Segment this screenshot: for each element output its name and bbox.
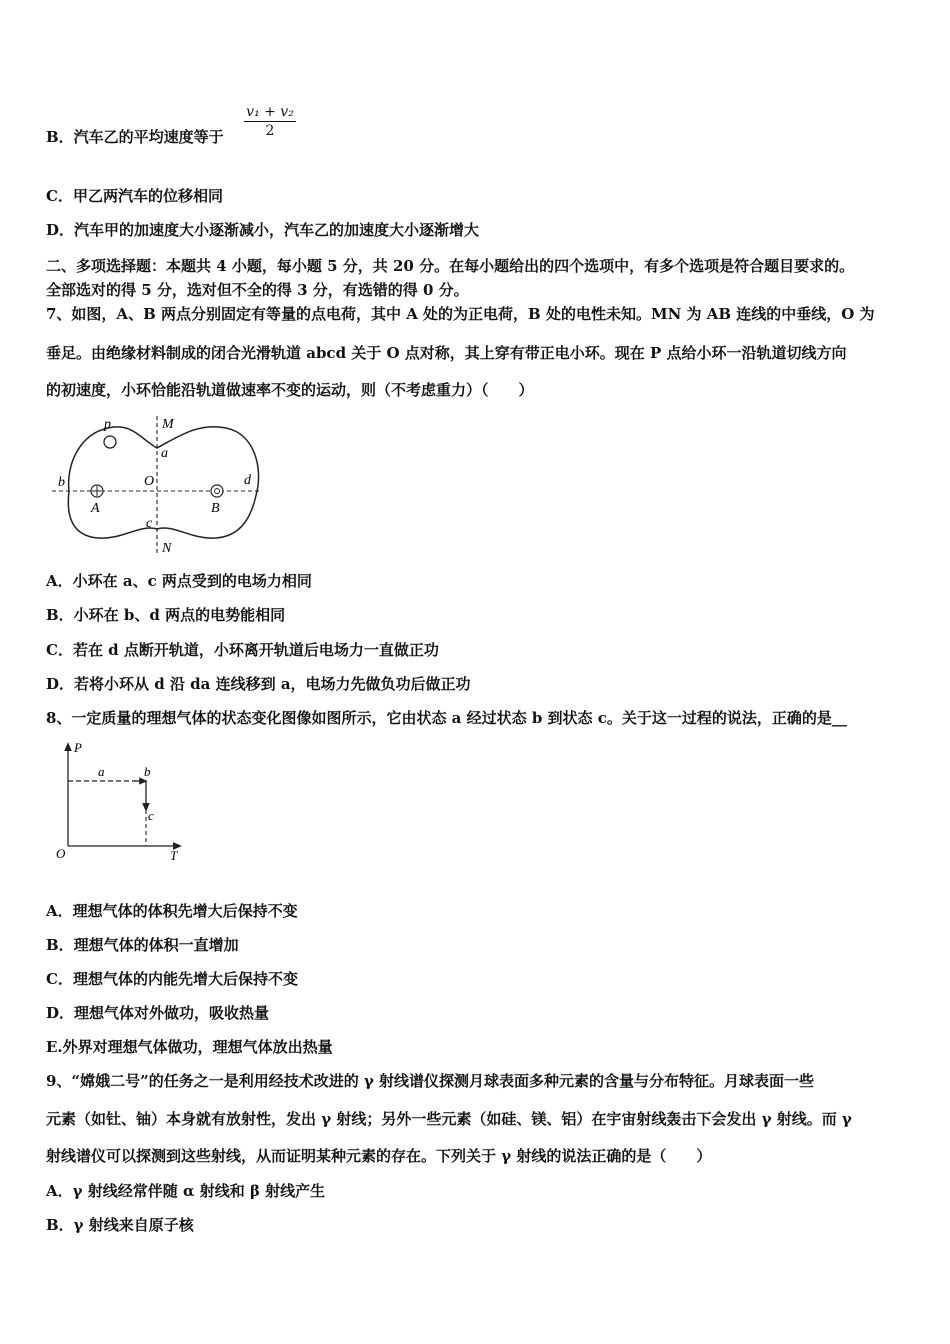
q7-option-d: D．若将小环从 d 沿 da 连线移到 a，电场力先做负功后做正功 <box>46 675 471 693</box>
label-n: N <box>162 541 172 556</box>
q7-stem-line2: 垂足。由绝缘材料制成的闭合光滑轨道 abcd 关于 O 点对称，其上穿有带正电小环。现在 P 点给小环一沿轨道切线方向 <box>46 344 847 362</box>
q8-option-a: A．理想气体的体积先增大后保持不变 <box>46 902 298 920</box>
label-d-point: d <box>244 473 251 488</box>
q6-option-b: B．汽车乙的平均速度等于 <box>46 128 224 146</box>
q9-stem-line2: 元素（如钍、铀）本身就有放射性，发出 γ 射线；另外一些元素（如硅、镁、铝）在宇宙射线轰击下会发出 γ 射线。而 γ <box>46 1110 852 1128</box>
closed-track <box>68 427 258 538</box>
label-a-charge: A <box>91 501 100 516</box>
label-o-origin: O <box>56 846 66 861</box>
label-b-charge: B <box>211 501 220 516</box>
label-c-point: c <box>146 516 153 531</box>
q8-option-d: D．理想气体对外做功，吸收热量 <box>46 1004 270 1022</box>
q8-option-c: C．理想气体的内能先增大后保持不变 <box>46 970 298 988</box>
label-b-state: b <box>144 764 151 779</box>
label-b-point: b <box>58 475 65 490</box>
section2-line2: 全部选对的得 5 分，选对但不全的得 3 分，有选错的得 0 分。 <box>46 281 469 299</box>
q6-option-d: D．汽车甲的加速度大小逐渐减小，汽车乙的加速度大小逐渐增大 <box>46 221 480 239</box>
label-c-state: c <box>148 808 154 823</box>
fraction-numerator: v₁ + v₂ <box>244 104 296 122</box>
q8-stem: 8、一定质量的理想气体的状态变化图像如图所示，它由状态 a 经过状态 b 到状态 c。关于这一过程的说法，正确的是__ <box>46 709 847 727</box>
q9-option-b: B．γ 射线来自原子核 <box>46 1216 194 1234</box>
label-m: M <box>162 417 174 432</box>
q6-option-c: C．甲乙两汽车的位移相同 <box>46 187 223 205</box>
q8-pt-graph <box>54 738 194 868</box>
q7-stem-line3: 的初速度，小环恰能沿轨道做速率不变的运动，则（不考虑重力）（ ） <box>46 381 534 399</box>
section2-line1: 二、多项选择题：本题共 4 小题，每小题 5 分，共 20 分。在每小题给出的四个选项中，有多个选项是符合题目要求的。 <box>46 257 855 275</box>
fraction-denominator: 2 <box>265 123 275 139</box>
label-p: p <box>104 417 111 432</box>
label-o: O <box>144 474 155 489</box>
q8-option-e: E.外界对理想气体做功，理想气体放出热量 <box>46 1038 333 1056</box>
label-p-axis: P <box>74 740 82 755</box>
q7-option-b: B．小环在 b、d 两点的电势能相同 <box>46 606 286 624</box>
charge-b <box>211 485 223 497</box>
q8-option-b: B．理想气体的体积一直增加 <box>46 936 239 954</box>
q9-option-a: A．γ 射线经常伴随 α 射线和 β 射线产生 <box>46 1182 326 1200</box>
q9-stem-line1: 9、“嫦娥二号”的任务之一是利用经技术改进的 γ 射线谱仪探测月球表面多种元素的含量与分布特征。月球表面一些 <box>46 1072 815 1090</box>
ring-at-p <box>104 436 116 448</box>
label-a-point: a <box>161 446 168 461</box>
q7-option-c: C．若在 d 点断开轨道，小环离开轨道后电场力一直做正功 <box>46 641 439 659</box>
q7-option-a: A．小环在 a、c 两点受到的电场力相同 <box>46 572 312 590</box>
q6-option-b-fraction <box>244 104 296 139</box>
label-a-state: a <box>98 764 105 779</box>
q7-track-figure <box>46 412 276 562</box>
q9-stem-line3: 射线谱仪可以探测到这些射线，从而证明某种元素的存在。下列关于 γ 射线的说法正确的是（ ） <box>46 1147 712 1165</box>
q7-stem-line1: 7、如图，A、B 两点分别固定有等量的点电荷，其中 A 处的为正电荷，B 处的电性未知。MN 为 AB 连线的中垂线，O 为 <box>46 305 875 323</box>
label-t-axis: T <box>170 848 178 863</box>
